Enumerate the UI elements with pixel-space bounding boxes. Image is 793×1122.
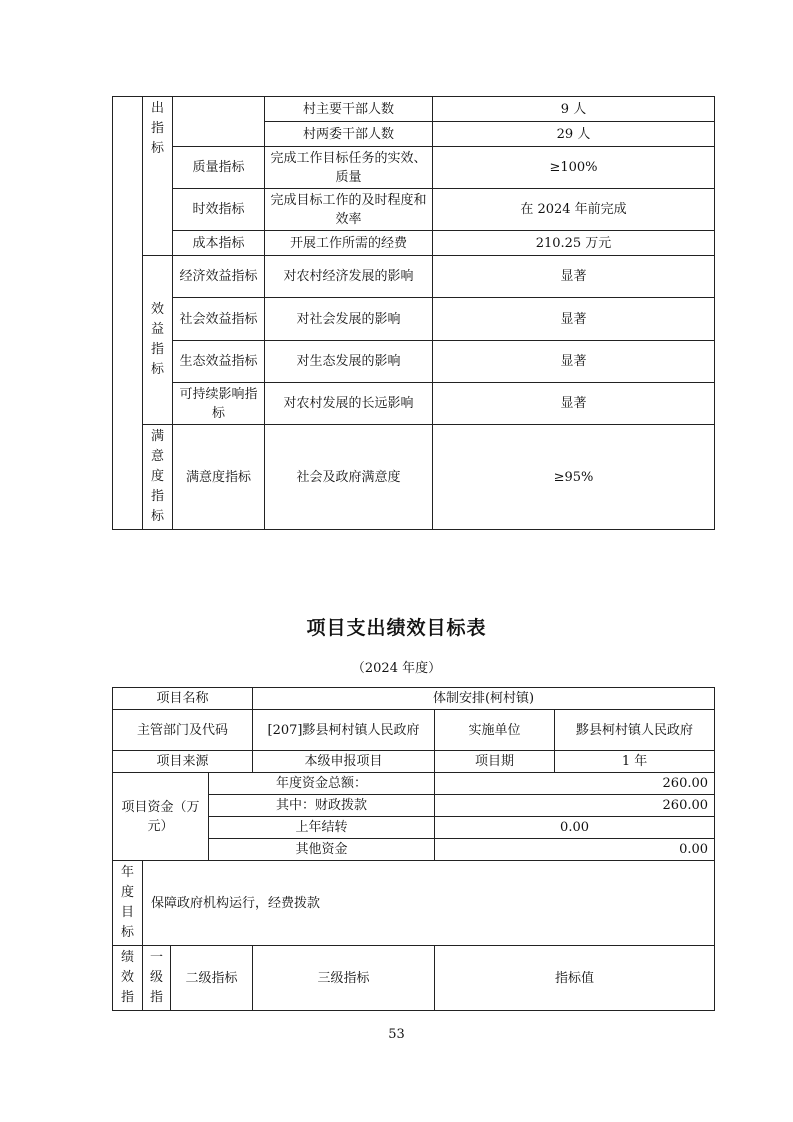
impl-unit-label: 实施单位 <box>435 710 555 751</box>
indicator-value: 9 人 <box>433 97 715 122</box>
indicator-value: 29 人 <box>433 122 715 147</box>
indicator-value: 显著 <box>433 298 715 341</box>
left-edge-cell <box>113 97 143 530</box>
table-row <box>113 710 715 751</box>
level2-indicator: 满意度指标 <box>173 425 265 530</box>
level3-indicator: 完成目标工作的及时程度和效率 <box>265 189 433 231</box>
table-row <box>113 751 715 773</box>
dept-value: [207]黟县柯村镇人民政府 <box>253 710 435 751</box>
level1-indicator-header: 一级指 <box>143 946 171 1011</box>
table-row <box>113 861 715 946</box>
annual-goal-value: 保障政府机构运行，经费拨款 <box>143 861 715 946</box>
level3-indicator: 完成工作目标任务的实效、质量 <box>265 147 433 189</box>
table-row <box>113 147 715 189</box>
benefit-indicator-category: 效益指标 <box>143 256 173 425</box>
table-row <box>113 231 715 256</box>
carryover-label: 上年结转 <box>209 817 435 839</box>
level2-indicator: 可持续影响指标 <box>173 383 265 425</box>
performance-indicator-label: 绩效指 <box>113 946 143 1011</box>
source-value: 本级申报项目 <box>253 751 435 773</box>
table-row <box>113 341 715 383</box>
level2-indicator: 经济效益指标 <box>173 256 265 298</box>
other-funds-label: 其他资金 <box>209 839 435 861</box>
source-label: 项目来源 <box>113 751 253 773</box>
project-performance-target-table <box>112 687 715 1011</box>
level3-indicator: 对农村发展的长远影响 <box>265 383 433 425</box>
project-name-label: 项目名称 <box>113 688 253 710</box>
dept-label: 主管部门及代码 <box>113 710 253 751</box>
level2-indicator: 时效指标 <box>173 189 265 231</box>
fiscal-funds-label: 其中：财政拨款 <box>209 795 435 817</box>
table-row <box>113 773 715 795</box>
period-label: 项目期 <box>435 751 555 773</box>
performance-indicators-continued-table <box>112 96 715 530</box>
other-funds-value: 0.00 <box>435 839 715 861</box>
impl-unit-value: 黟县柯村镇人民政府 <box>555 710 715 751</box>
level2-indicator-header: 二级指标 <box>171 946 253 1011</box>
table-row <box>113 298 715 341</box>
level3-indicator: 村主要干部人数 <box>265 97 433 122</box>
level2-indicator: 生态效益指标 <box>173 341 265 383</box>
output-indicator-category: 出指标 <box>143 97 173 256</box>
indicator-value: ≥95% <box>433 425 715 530</box>
indicator-value: ≥100% <box>433 147 715 189</box>
indicator-value: 210.25 万元 <box>433 231 715 256</box>
satisfaction-indicator-category: 满意度指标 <box>143 425 173 530</box>
level3-indicator: 社会及政府满意度 <box>265 425 433 530</box>
total-funds-value: 260.00 <box>435 773 715 795</box>
funds-label: 项目资金（万元） <box>113 773 209 861</box>
level3-indicator: 对农村经济发展的影响 <box>265 256 433 298</box>
table-row <box>113 946 715 1011</box>
carryover-value: 0.00 <box>435 817 715 839</box>
indicator-value: 显著 <box>433 341 715 383</box>
level2-indicator: 成本指标 <box>173 231 265 256</box>
quantity-indicator-cell <box>173 97 265 147</box>
table-row <box>113 256 715 298</box>
indicator-value: 在 2024 年前完成 <box>433 189 715 231</box>
table-row <box>113 97 715 122</box>
annual-goal-label: 年度目标 <box>113 861 143 946</box>
level3-indicator: 村两委干部人数 <box>265 122 433 147</box>
indicator-value: 显著 <box>433 256 715 298</box>
form-year: （2024 年度） <box>351 661 442 676</box>
level3-indicator: 开展工作所需的经费 <box>265 231 433 256</box>
fiscal-funds-value: 260.00 <box>435 795 715 817</box>
page-number: 53 <box>388 1027 405 1042</box>
level2-indicator: 社会效益指标 <box>173 298 265 341</box>
level3-indicator: 对社会发展的影响 <box>265 298 433 341</box>
level2-indicator: 质量指标 <box>173 147 265 189</box>
table-row <box>113 383 715 425</box>
project-name-value: 体制安排(柯村镇) <box>253 688 715 710</box>
table-row <box>113 425 715 530</box>
indicator-value-header: 指标值 <box>435 946 715 1011</box>
table-row <box>113 189 715 231</box>
total-funds-label: 年度资金总额： <box>209 773 435 795</box>
period-value: 1 年 <box>555 751 715 773</box>
level3-indicator-header: 三级指标 <box>253 946 435 1011</box>
level3-indicator: 对生态发展的影响 <box>265 341 433 383</box>
form-title: 项目支出绩效目标表 <box>306 617 487 639</box>
indicator-value: 显著 <box>433 383 715 425</box>
table-row <box>113 688 715 710</box>
